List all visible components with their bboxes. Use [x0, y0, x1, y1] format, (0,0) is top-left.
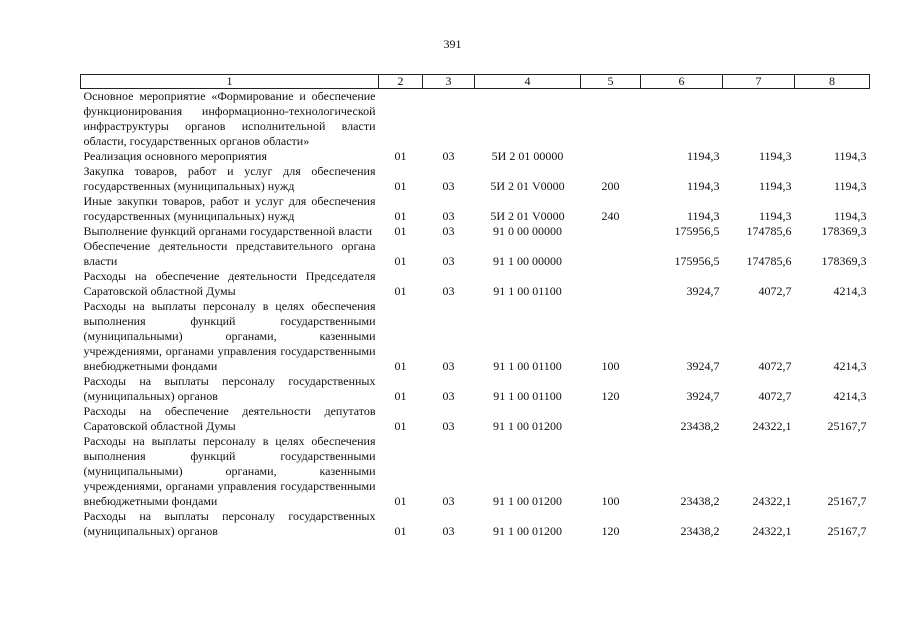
amount-col6-cell: 1194,3	[686, 179, 720, 193]
row-name-cell: Закупка товаров, работ и услуг для обеспечения государственных (муниципальных) нужд	[83, 164, 376, 193]
section-code-cell: 01	[394, 179, 407, 193]
row-name-cell: Выполнение функций органами государственной власти	[83, 224, 373, 238]
amount-col7-cell: 1194,3	[758, 209, 792, 223]
table-row	[81, 194, 870, 224]
table-row	[81, 224, 870, 239]
expense-type-cell: 100	[601, 494, 620, 508]
subsection-code-cell: 03	[442, 209, 455, 223]
section-code-cell: 01	[394, 419, 407, 433]
amount-col6-cell: 1194,3	[686, 149, 720, 163]
column-header: 1	[81, 75, 379, 89]
amount-col7-cell: 4072,7	[758, 389, 792, 403]
amount-col8-cell: 1194,3	[833, 179, 867, 193]
amount-col7-cell: 4072,7	[758, 359, 792, 373]
target-article-cell: 91 1 00 01100	[493, 359, 562, 373]
amount-col6-cell: 23438,2	[680, 494, 720, 508]
table-row	[81, 269, 870, 299]
row-name-cell: Расходы на выплаты персоналу в целях обеспечения выполнения функций государственными (муниципальными) органами, казенными учреждениями, органами управления государственными внебюджетными фондами	[83, 434, 376, 508]
section-code-cell	[379, 89, 423, 150]
amount-col7-cell: 4072,7	[758, 284, 792, 298]
row-name-cell: Расходы на обеспечение деятельности Председателя Саратовской областной Думы	[83, 269, 376, 298]
amount-col8-cell: 25167,7	[827, 419, 867, 433]
column-header: 6	[641, 75, 723, 89]
table-row	[81, 434, 870, 509]
expense-type-cell: 100	[601, 359, 620, 373]
row-name-cell: Расходы на обеспечение деятельности депутатов Саратовской областной Думы	[83, 404, 376, 433]
table-row	[81, 89, 870, 150]
column-header: 3	[423, 75, 475, 89]
table-row	[81, 299, 870, 374]
column-header: 4	[475, 75, 581, 89]
table-row	[81, 374, 870, 404]
target-article-cell: 91 1 00 01200	[493, 524, 562, 538]
table-row	[81, 509, 870, 539]
section-code-cell: 01	[394, 389, 407, 403]
subsection-code-cell: 03	[442, 254, 455, 268]
amount-col6-cell	[641, 89, 723, 150]
subsection-code-cell: 03	[442, 149, 455, 163]
amount-col7-cell: 174785,6	[746, 224, 792, 238]
section-code-cell: 01	[394, 284, 407, 298]
amount-col7-cell: 1194,3	[758, 179, 792, 193]
amount-col8-cell: 1194,3	[833, 209, 867, 223]
amount-col8-cell: 25167,7	[827, 494, 867, 508]
expense-type-cell: 200	[601, 179, 620, 193]
subsection-code-cell	[423, 89, 475, 150]
expense-type-cell: 120	[601, 389, 620, 403]
expense-type-cell: 240	[601, 209, 620, 223]
amount-col8-cell: 4214,3	[833, 284, 867, 298]
expense-type-cell	[581, 224, 641, 239]
table-row	[81, 164, 870, 194]
row-name-cell: Расходы на выплаты персоналу в целях обеспечения выполнения функций государственными (муниципальными) органами, казенными учреждениями, органами управления государственными внебюджетными фондами	[83, 299, 376, 373]
amount-col8-cell: 4214,3	[833, 389, 867, 403]
target-article-cell: 91 1 00 01100	[493, 389, 562, 403]
amount-col6-cell: 3924,7	[686, 389, 720, 403]
expense-type-cell	[581, 404, 641, 434]
amount-col8-cell: 178369,3	[821, 254, 867, 268]
section-code-cell: 01	[394, 254, 407, 268]
subsection-code-cell: 03	[442, 389, 455, 403]
subsection-code-cell: 03	[442, 359, 455, 373]
amount-col6-cell: 1194,3	[686, 209, 720, 223]
column-header: 2	[379, 75, 423, 89]
expense-type-cell: 120	[601, 524, 620, 538]
column-header: 7	[723, 75, 795, 89]
amount-col8-cell: 178369,3	[821, 224, 867, 238]
amount-col6-cell: 23438,2	[680, 419, 720, 433]
amount-col6-cell: 175956,5	[674, 224, 720, 238]
subsection-code-cell: 03	[442, 179, 455, 193]
page-number: 391	[443, 37, 462, 51]
expense-type-cell	[581, 149, 641, 164]
amount-col8-cell: 1194,3	[833, 149, 867, 163]
target-article-cell: 5И 2 01 V0000	[490, 209, 565, 223]
subsection-code-cell: 03	[442, 284, 455, 298]
amount-col8-cell	[795, 89, 870, 150]
column-header: 5	[581, 75, 641, 89]
section-code-cell: 01	[394, 149, 407, 163]
amount-col7-cell: 24322,1	[752, 494, 792, 508]
expense-type-cell	[581, 269, 641, 299]
amount-col6-cell: 3924,7	[686, 359, 720, 373]
section-code-cell: 01	[394, 209, 407, 223]
expense-type-cell	[581, 239, 641, 269]
header-row	[81, 75, 870, 89]
table-row	[81, 239, 870, 269]
amount-col8-cell: 4214,3	[833, 359, 867, 373]
subsection-code-cell: 03	[442, 494, 455, 508]
amount-col6-cell: 175956,5	[674, 254, 720, 268]
subsection-code-cell: 03	[442, 419, 455, 433]
section-code-cell: 01	[394, 494, 407, 508]
row-name-cell: Обеспечение деятельности представительного органа власти	[83, 239, 376, 268]
row-name-cell: Реализация основного мероприятия	[83, 149, 267, 163]
amount-col7-cell: 24322,1	[752, 419, 792, 433]
amount-col7-cell: 1194,3	[758, 149, 792, 163]
section-code-cell: 01	[394, 224, 407, 238]
target-article-cell	[475, 89, 581, 150]
target-article-cell: 91 1 00 01200	[493, 419, 562, 433]
expense-type-cell	[581, 89, 641, 150]
target-article-cell: 91 0 00 00000	[493, 224, 562, 238]
amount-col8-cell: 25167,7	[827, 524, 867, 538]
row-name-cell: Основное мероприятие «Формирование и обеспечение функционирования информационно-технологической инфраструктуры органов исполнительной власти области, государственных органов области»	[83, 89, 376, 148]
target-article-cell: 91 1 00 01200	[493, 494, 562, 508]
table-row	[81, 404, 870, 434]
subsection-code-cell: 03	[442, 224, 455, 238]
amount-col7-cell: 174785,6	[746, 254, 792, 268]
row-name-cell: Иные закупки товаров, работ и услуг для обеспечения государственных (муниципальных) нужд	[83, 194, 376, 223]
table-body	[81, 89, 870, 540]
section-code-cell: 01	[394, 359, 407, 373]
subsection-code-cell: 03	[442, 524, 455, 538]
amount-col7-cell: 24322,1	[752, 524, 792, 538]
target-article-cell: 5И 2 01 V0000	[490, 179, 565, 193]
target-article-cell: 5И 2 01 00000	[491, 149, 564, 163]
row-name-cell: Расходы на выплаты персоналу государственных (муниципальных) органов	[83, 374, 376, 403]
target-article-cell: 91 1 00 00000	[493, 254, 562, 268]
row-name-cell: Расходы на выплаты персоналу государственных (муниципальных) органов	[83, 509, 376, 538]
target-article-cell: 91 1 00 01100	[493, 284, 562, 298]
amount-col6-cell: 3924,7	[686, 284, 720, 298]
column-header: 8	[795, 75, 870, 89]
section-code-cell: 01	[394, 524, 407, 538]
amount-col6-cell: 23438,2	[680, 524, 720, 538]
budget-table	[80, 74, 870, 539]
table-row	[81, 149, 870, 164]
amount-col7-cell	[723, 89, 795, 150]
